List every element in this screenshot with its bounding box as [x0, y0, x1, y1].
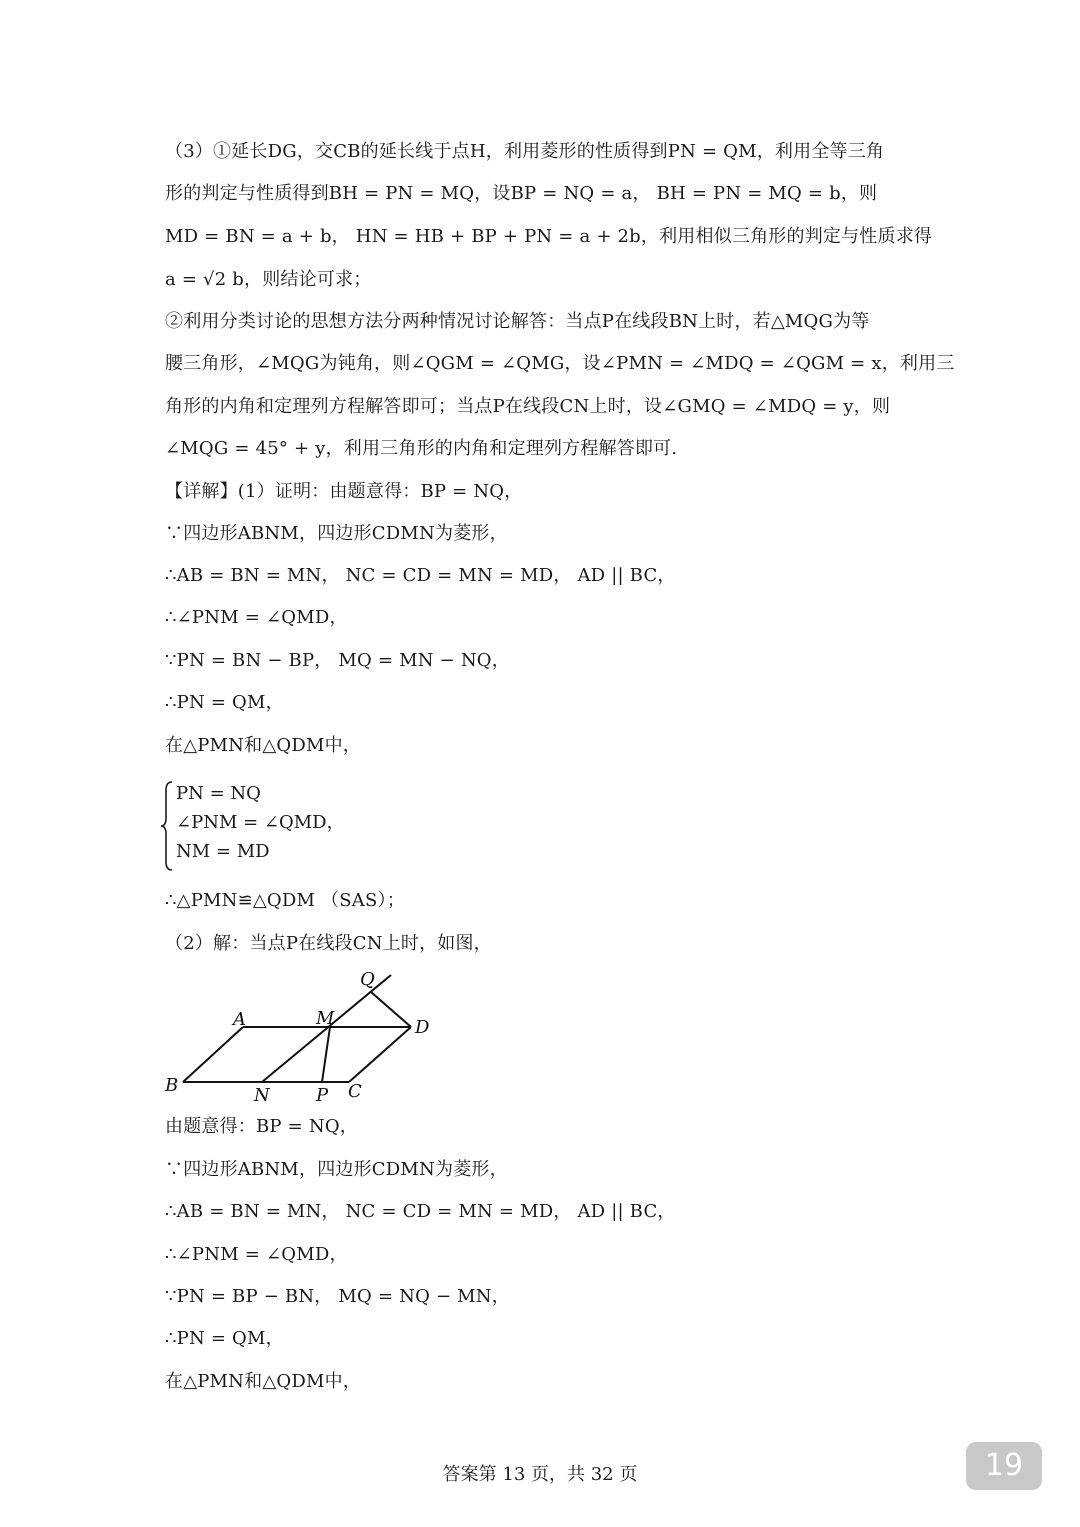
text-line: ∴AB = BN = MN， NC = CD = MN = MD， AD || BC，: [165, 565, 676, 586]
text-line: ②利用分类讨论的思想方法分两种情况讨论解答：当点P在线段BN上时，若△MQG为等: [165, 311, 870, 332]
text-line: 由题意得：BP = NQ，: [165, 1116, 358, 1137]
text-line: 角形的内角和定理列方程解答即可；当点P在线段CN上时，设∠GMQ = ∠MDQ = y，则: [165, 396, 891, 417]
label-a: A: [233, 1009, 246, 1030]
text-line: ∴△PMN≌△QDM （SAS）；: [165, 890, 405, 911]
text-line: ∴∠PNM = ∠QMD，: [165, 607, 348, 628]
geometry-figure: [155, 965, 455, 1110]
text-line: （3）①延长DG，交CB的延长线于点H，利用菱形的性质得到PN = QM，利用全等三角: [165, 141, 885, 162]
text-line: ∵PN = BN − BP， MQ = MN − NQ，: [165, 650, 510, 671]
text-line: ∴AB = BN = MN， NC = CD = MN = MD， AD || BC，: [165, 1201, 676, 1222]
text-line: ∴PN = QM，: [165, 1328, 284, 1349]
label-q: Q: [360, 969, 375, 990]
text-line: ∵PN = BP − BN， MQ = NQ − MN，: [165, 1286, 510, 1307]
system-line: NM = MD: [176, 841, 270, 862]
text-line: 【详解】(1）证明：由题意得：BP = NQ，: [165, 481, 523, 502]
text-line: 腰三角形，∠MQG为钝角，则∠QGM = ∠QMG，设∠PMN = ∠MDQ = ∠QGM = x，利用三: [165, 353, 955, 374]
text-line: a = √2 b，则结论可求；: [165, 269, 372, 290]
text-line: ∴PN = QM，: [165, 692, 284, 713]
text-line: 在△PMN和△QDM中，: [165, 735, 361, 756]
label-m: M: [316, 1008, 335, 1029]
text-line: 形的判定与性质得到BH = PN = MQ，设BP = NQ = a， BH = PN = MQ = b，则: [165, 183, 878, 204]
label-n: N: [254, 1085, 270, 1106]
label-b: B: [165, 1075, 179, 1096]
equation-system: [160, 778, 420, 874]
segment-mp: [322, 1027, 330, 1082]
text-line: ∠MQG = 45° + y，利用三角形的内角和定理列方程解答即可.: [165, 438, 678, 459]
curly-brace-icon: [160, 778, 176, 874]
text-line: ∴∠PNM = ∠QMD，: [165, 1244, 348, 1265]
text-line: （2）解：当点P在线段CN上时，如图，: [165, 933, 492, 954]
page-number-badge[interactable]: 19: [966, 1442, 1042, 1490]
text-line: 在△PMN和△QDM中，: [165, 1371, 361, 1392]
page-footer: 答案第 13 页，共 32 页: [442, 1464, 638, 1485]
label-d: D: [415, 1017, 430, 1038]
label-p: P: [316, 1085, 329, 1106]
system-line: ∠PNM = ∠QMD，: [176, 812, 345, 833]
segment-ba: [183, 1027, 243, 1082]
text-line: ∵四边形ABNM，四边形CDMN为菱形，: [165, 1159, 508, 1180]
text-line: MD = BN = a + b， HN = HB + BP + PN = a + 2b，利用相似三角形的判定与性质求得: [165, 226, 933, 247]
label-c: C: [348, 1081, 362, 1102]
system-line: PN = NQ: [176, 783, 261, 804]
text-line: ∵四边形ABNM，四边形CDMN为菱形，: [165, 523, 508, 544]
segment-qd: [371, 992, 411, 1027]
segment-cd: [349, 1027, 411, 1082]
